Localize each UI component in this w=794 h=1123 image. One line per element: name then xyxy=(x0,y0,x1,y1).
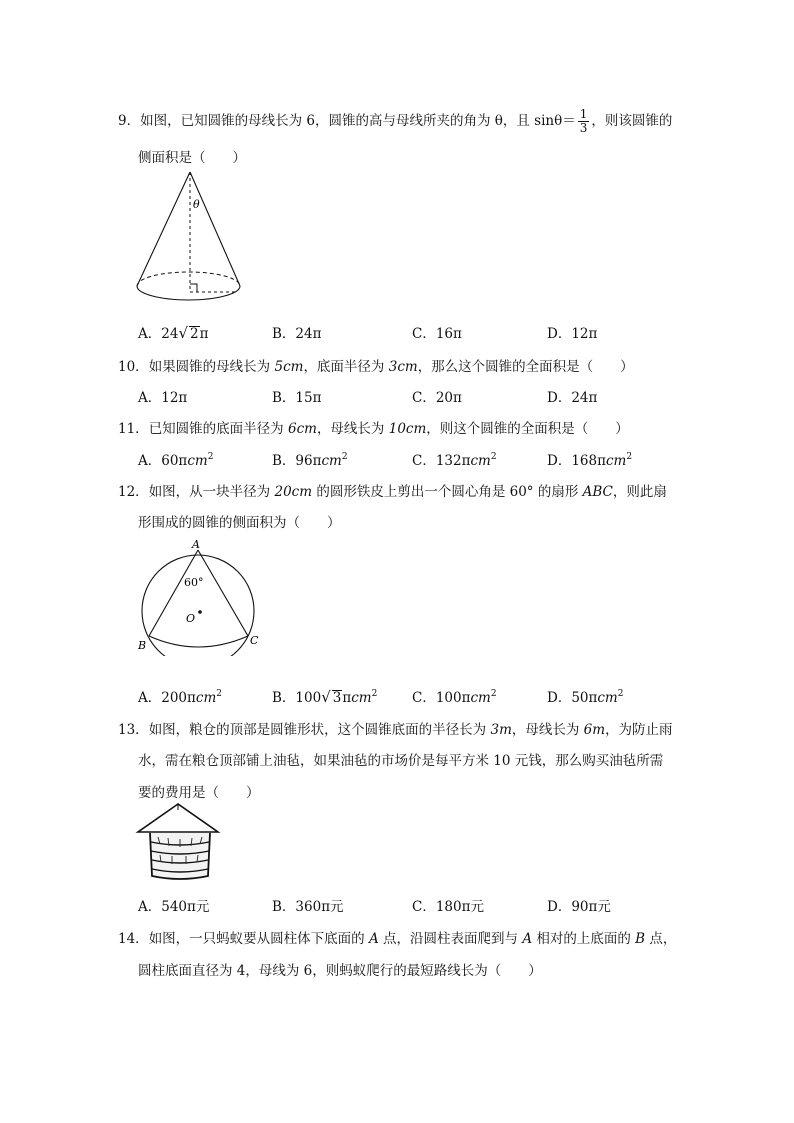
q13-text-c: ，为防止雨 xyxy=(605,722,673,738)
q12-option-a[interactable] xyxy=(138,686,222,706)
q11-value-1: 6cm xyxy=(287,421,317,437)
q12-line2: 形围成的圆锥的侧面积为（ ） xyxy=(138,515,341,531)
q12-option-b-radicand: 3 xyxy=(332,690,342,706)
q11-option-d-unit: cm xyxy=(605,453,627,469)
q11-option-d-exp: 2 xyxy=(626,452,633,462)
q10-line1 xyxy=(118,355,634,375)
q9-theta-label: θ xyxy=(193,198,200,211)
q12-option-a-exp: 2 xyxy=(216,689,222,699)
q12-option-b-prefix: B．100 xyxy=(272,690,322,706)
q10-option-c[interactable]: C．20π xyxy=(412,390,462,406)
q13-line3: 要的费用是（ ） xyxy=(138,785,260,801)
q13-granary-figure xyxy=(134,800,224,884)
q11-option-d[interactable] xyxy=(547,449,632,469)
q9-fraction xyxy=(578,108,590,135)
q9-text-a: 如图，已知圆锥的母线长为 6，圆锥的高与母线所夹的角为 θ，且 sinθ＝ xyxy=(140,113,576,129)
q12-option-d-exp: 2 xyxy=(617,689,624,699)
q11-number: 11． xyxy=(118,421,149,437)
q10-text-a: 如果圆锥的母线长为 xyxy=(148,359,275,375)
q12-text-c: ，则此扇 xyxy=(612,484,667,500)
q11-line1 xyxy=(118,417,629,437)
q13-text-a: 如图，粮仓的顶部是圆锥形状，这个圆锥底面的半径长为 xyxy=(148,722,491,738)
q12-value-2: ABC xyxy=(582,484,613,500)
q14-value-2: A xyxy=(522,931,533,947)
q11-option-d-text: D．168π xyxy=(547,453,606,469)
q9-line2: 侧面积是（ ） xyxy=(138,150,246,166)
q12-option-b[interactable] xyxy=(272,686,377,706)
q10-option-b[interactable]: B．15π xyxy=(272,390,322,406)
q9-frac-den: 3 xyxy=(579,121,588,135)
q14-text-b: 点，沿圆柱表面爬到与 xyxy=(378,931,523,947)
q9-number: 9． xyxy=(118,113,141,129)
q12-value-1: 20cm xyxy=(274,484,313,500)
q14-number: 14． xyxy=(118,931,149,947)
q9-cone-base-back xyxy=(137,272,240,286)
q11-option-b-exp: 2 xyxy=(341,452,348,462)
q12-radius-ac xyxy=(198,550,248,636)
q12-label-c: C xyxy=(250,634,259,647)
q12-text-a: 如图，从一块半径为 xyxy=(148,484,275,500)
q12-circle xyxy=(142,555,254,656)
q13-line2: 水，需在粮仓顶部铺上油毡，如果油毡的市场价是每平方米 10 元钱，那么购买油毡所需 xyxy=(138,753,664,769)
q11-option-b-text: B．96π xyxy=(272,453,322,469)
q12-sector-arc xyxy=(149,636,248,647)
q11-option-a-unit: cm xyxy=(187,453,208,469)
q11-value-2: 10cm xyxy=(388,421,427,437)
q13-option-b[interactable]: B．360π元 xyxy=(272,899,344,915)
q11-option-c-unit: cm xyxy=(470,453,491,469)
q9-cone-figure xyxy=(130,168,250,314)
q9-option-b[interactable]: B．24π xyxy=(272,326,322,342)
q12-center-dot xyxy=(198,610,202,614)
q11-option-a-text: A．60π xyxy=(138,453,188,469)
q12-option-d[interactable] xyxy=(547,686,623,706)
q12-label-a: A xyxy=(192,538,200,551)
q9-frac-num: 1 xyxy=(579,107,588,121)
q11-option-c-text: C．132π xyxy=(412,453,471,469)
q11-option-b-unit: cm xyxy=(321,453,342,469)
q11-text-a: 已知圆锥的底面半径为 xyxy=(148,421,288,437)
q10-option-a[interactable]: A．12π xyxy=(138,390,188,406)
q13-value-1: 3m xyxy=(490,722,512,738)
q10-text-c: ，那么这个圆锥的全面积是（ ） xyxy=(417,359,634,375)
q12-option-d-text: D．50π xyxy=(547,690,598,706)
q13-option-d[interactable]: D．90π元 xyxy=(547,899,611,915)
q10-text-b: ，底面半径为 xyxy=(303,359,389,375)
q12-option-c-text: C．100π xyxy=(412,690,471,706)
q13-option-a[interactable]: A．540π元 xyxy=(138,899,210,915)
q9-line1 xyxy=(118,108,672,135)
q12-line1 xyxy=(118,480,667,500)
q9-option-a-radicand: 2 xyxy=(190,326,199,342)
q11-text-b: ，母线长为 xyxy=(316,421,389,437)
q11-option-c-exp: 2 xyxy=(490,452,497,462)
q12-option-d-unit: cm xyxy=(597,690,618,706)
q9-option-a-prefix: A．24 xyxy=(138,326,179,342)
q14-line2: 圆柱底面直径为 4，母线为 6，则蚂蚁爬行的最短路线长为（ ） xyxy=(138,963,542,979)
q12-option-a-unit: cm xyxy=(195,690,217,706)
q12-option-c[interactable] xyxy=(412,686,497,706)
q9-option-c[interactable]: C．16π xyxy=(412,326,462,342)
q10-option-d[interactable]: D．24π xyxy=(547,390,598,406)
q14-text-a: 如图，一只蚂蚁要从圆柱体下底面的 xyxy=(148,931,369,947)
q13-value-2: 6m xyxy=(583,722,606,738)
q13-text-b: ，母线长为 xyxy=(511,722,584,738)
q12-number: 12． xyxy=(118,484,149,500)
q9-option-a[interactable] xyxy=(138,322,208,342)
q11-text-c: ，则这个圆锥的全面积是（ ） xyxy=(426,421,629,437)
q10-value-1: 5cm xyxy=(274,359,304,375)
q12-option-b-exp: 2 xyxy=(371,689,378,699)
q11-option-a-exp: 2 xyxy=(207,452,214,462)
q9-text-b: ，则该圆锥的 xyxy=(591,113,673,129)
q9-cone-left-edge xyxy=(137,172,190,286)
q11-option-a[interactable] xyxy=(138,449,213,469)
q9-option-d[interactable]: D．12π xyxy=(547,326,598,342)
q14-line1 xyxy=(118,927,676,947)
q9-cone-right-edge xyxy=(190,172,240,286)
q12-option-b-suffix: π xyxy=(342,690,352,706)
q12-option-a-text: A．200π xyxy=(138,690,196,706)
q10-number: 10． xyxy=(118,359,149,375)
q14-value-3: B xyxy=(635,931,646,947)
q12-sector-figure xyxy=(132,538,272,656)
q12-label-b: B xyxy=(138,639,147,652)
q9-cone-base-front xyxy=(137,286,240,300)
q13-option-c[interactable]: C．180π元 xyxy=(412,899,484,915)
q11-option-c[interactable] xyxy=(412,449,497,469)
q13-number: 13． xyxy=(118,722,149,738)
q12-option-c-unit: cm xyxy=(470,690,491,706)
q14-text-c: 相对的上底面的 xyxy=(532,931,636,947)
q12-option-c-exp: 2 xyxy=(490,689,497,699)
radical-icon: √ xyxy=(178,324,188,342)
q12-label-angle: 60° xyxy=(184,576,204,589)
q14-value-1: A xyxy=(368,931,379,947)
q12-label-o: O xyxy=(186,612,196,625)
q12-text-b: 的圆形铁皮上剪出一个圆心角是 60° 的扇形 xyxy=(312,484,583,500)
q14-text-d: 点， xyxy=(645,931,677,947)
q9-right-angle-mark xyxy=(190,284,197,292)
radical-icon: √ xyxy=(321,688,331,706)
q9-option-a-suffix: π xyxy=(199,326,209,342)
q11-option-b[interactable] xyxy=(272,449,348,469)
q12-option-b-unit: cm xyxy=(351,690,372,706)
q13-line1 xyxy=(118,718,673,738)
q10-value-2: 3cm xyxy=(388,359,418,375)
